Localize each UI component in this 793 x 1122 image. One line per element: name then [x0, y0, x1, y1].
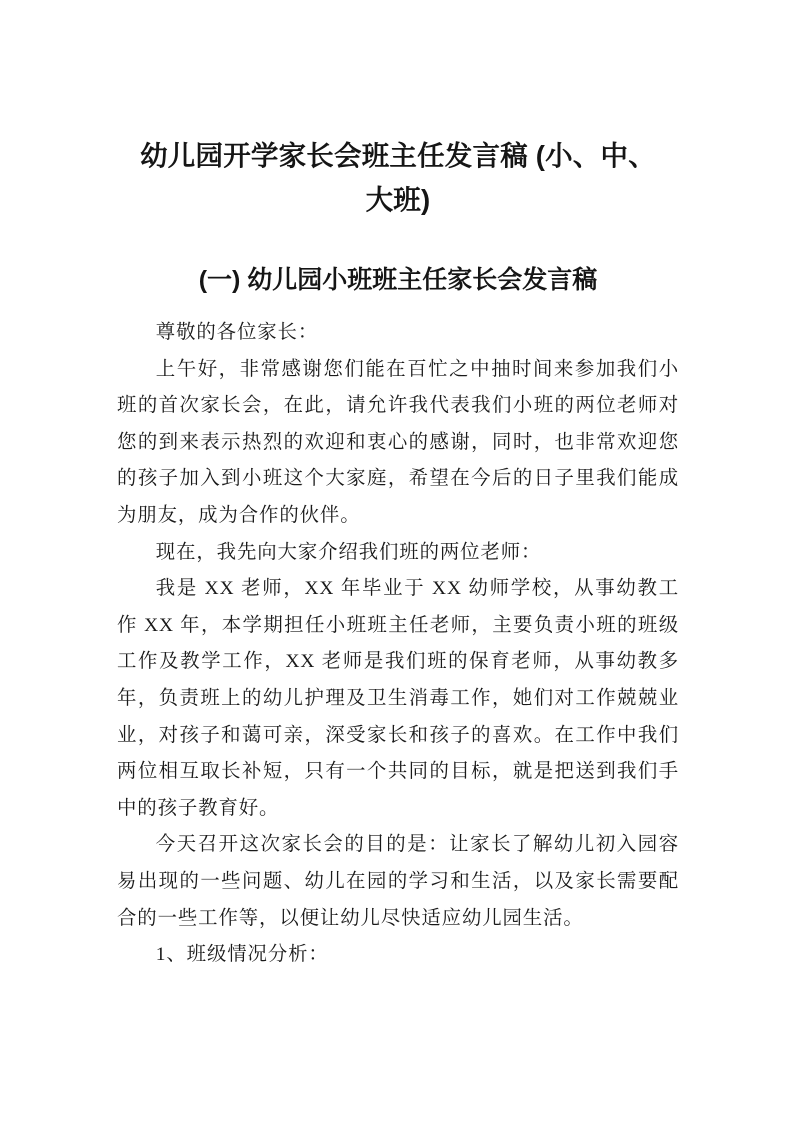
- paragraph-teacher-bio: 我是 XX 老师，XX 年毕业于 XX 幼师学校，从事幼教工作 XX 年，本学期担任小班班主任老师，主要负责小班的班级工作及教学工作，XX 老师是我们班的保育老师，从事幼教多年，负责班上的幼儿护理及卫生消毒工作，她们对工作兢兢业业，对孩子和蔼可亲，深受家长和孩子的喜欢。在工作中我们两位相互取长补短，只有一个共同的目标，就是把送到我们手中的孩子教育好。: [117, 578, 679, 819]
- page-title: [117, 0, 679, 222]
- paragraph-meeting-purpose: 今天召开这次家长会的目的是：让家长了解幼儿初入园容易出现的一些问题、幼儿在园的学习和生活，以及家长需要配合的一些工作等，以便让幼儿尽快适应幼儿园生活。: [117, 834, 679, 929]
- document-content: [117, 0, 679, 974]
- paragraph-salutation: 尊敬的各位家长：: [155, 322, 319, 343]
- page-title-line-1: 幼儿园开学家长会班主任发言稿 (小、中、: [140, 140, 656, 171]
- paragraph-list-item-1: 1、班级情况分析：: [155, 944, 329, 966]
- paragraph-welcome: 上午好，非常感谢您们能在百忙之中抽时间来参加我们小班的首次家长会，在此，请允许我代表我们小班的两位老师对您的到来表示热烈的欢迎和衷心的感谢，同时，也非常欢迎您的孩子加入到小班这个大家庭，希望在今后的日子里我们能成为朋友，成为合作的伙伴。: [117, 358, 679, 526]
- body-text: [117, 301, 679, 974]
- paragraph-intro-teachers: 现在，我先向大家介绍我们班的两位老师：: [155, 541, 542, 563]
- section-heading: (一) 幼儿园小班班主任家长会发言稿: [198, 266, 598, 294]
- page-title-line-2: 大班): [365, 184, 431, 215]
